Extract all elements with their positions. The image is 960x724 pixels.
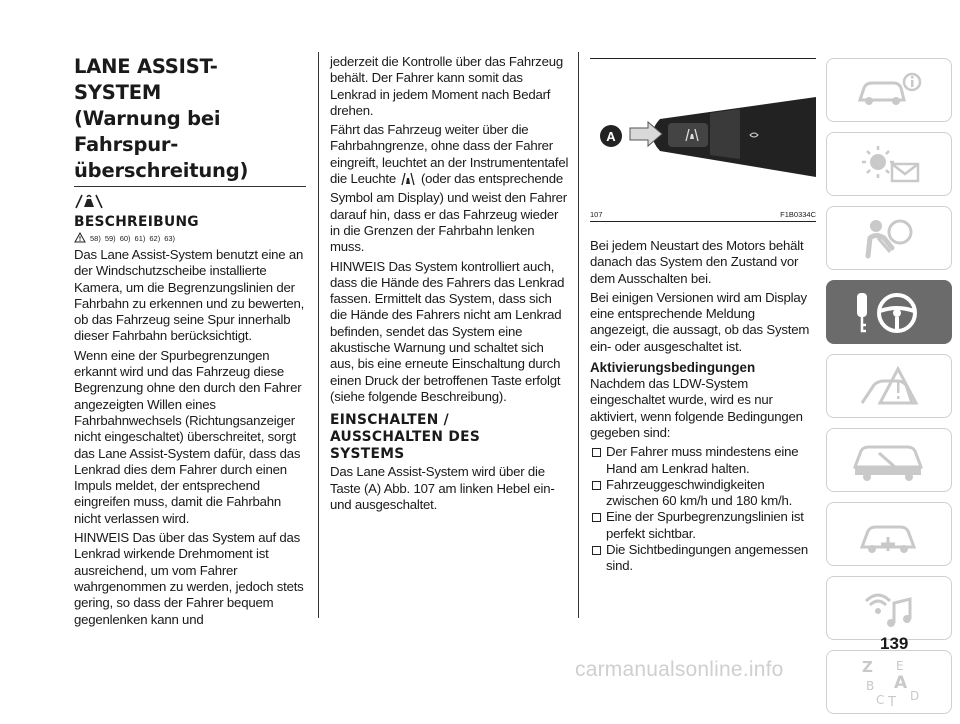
list-item-text: Fahrzeuggeschwindigkeiten zwischen 60 km/h und 180 km/h.	[606, 476, 793, 509]
tab-safety[interactable]	[826, 206, 952, 270]
figure-caption	[590, 210, 816, 222]
tab-technical-data[interactable]	[826, 502, 952, 566]
list-item-text: Die Sichtbedingungen angemessen sind.	[606, 542, 809, 574]
ref: 63)	[164, 234, 176, 243]
svg-text:Z: Z	[862, 658, 873, 676]
section-title-beschreibung: BESCHREIBUNG	[74, 214, 199, 230]
paragraph: jederzeit die Kontrolle über das Fahrzeug behält. Der Fahrer kann somit das Lenkrad in jedem Moment nach Bedarf drehen.	[330, 54, 563, 118]
svg-text:T: T	[888, 695, 896, 708]
paragraph: Das Lane Assist-System benutzt eine an der Windschutzscheibe installierte Kamera, um die Begrenzungslinien der Fahrbahn zu erkennen und zu bewerten, ob das Fahrzeug seine Spur innerhalb dieser Fahrbahn berücksichtigt.	[74, 247, 305, 344]
warning-lights-icon	[854, 142, 924, 186]
lane-assist-symbol-icon	[74, 193, 306, 211]
paragraph: HINWEIS Das System kontrolliert auch, dass die Hände des Fahrers das Lenkrad fassen. Ermittelt das System, dass sich die Hände des Fahrers nicht am Lenkrad befinden, sendet das System eine akustische Warnung und schaltet sich aus, bis eine erneute Einschaltung durch einen Druck der betroffenen Taste erfolgt (siehe folgende Beschreibung).	[330, 258, 565, 404]
figure-code: F1B0334C	[780, 210, 816, 219]
bullet-box-icon	[592, 481, 601, 490]
title-line: Fahrspur-	[74, 133, 179, 156]
chapter-title	[74, 56, 306, 182]
list-item-text: Eine der Spurbegrenzungslinien ist perfekt sichtbar.	[606, 509, 804, 541]
page-number: 139	[880, 634, 909, 653]
index-letters-icon	[854, 656, 924, 708]
list-item	[590, 477, 816, 510]
column-divider	[318, 52, 319, 618]
paragraph: Nachdem das LDW-System eingeschaltet wurde, wird es nur aktiviert, wenn folgende Bedingungen gegeben sind:	[590, 376, 803, 440]
tab-maintenance[interactable]	[826, 428, 952, 492]
key-steering-wheel-icon	[849, 287, 929, 337]
ref: 62)	[149, 234, 161, 243]
list-item	[590, 542, 816, 575]
paragraph: Bei jedem Neustart des Motors behält danach das System den Zustand vor dem Ausschalten bei.	[590, 238, 804, 286]
section-title-line: EINSCHALTEN /	[330, 412, 450, 429]
tab-car-info[interactable]	[826, 58, 952, 122]
svg-text:A: A	[894, 673, 908, 693]
list-item	[590, 509, 816, 542]
watermark: carmanualsonline.info	[575, 658, 784, 681]
bullet-box-icon	[592, 546, 601, 555]
subheading: Aktivierungsbedingungen	[590, 360, 756, 376]
label-a-circle	[600, 125, 622, 147]
lever-illustration	[590, 59, 816, 209]
figure-107	[590, 58, 816, 215]
breakdown-triangle-icon	[854, 363, 924, 409]
left-column	[74, 52, 306, 631]
safety-airbag-icon	[854, 216, 924, 260]
ref: 61)	[134, 234, 146, 243]
ref: 58)	[90, 234, 101, 243]
label-a: A	[606, 128, 616, 144]
section-title-line: SYSTEMS	[330, 446, 405, 463]
warning-references	[74, 232, 306, 245]
svg-text:E: E	[896, 659, 904, 673]
right-column	[590, 238, 816, 575]
title-line: LANE ASSIST-	[74, 55, 218, 78]
lane-warning-lamp-icon	[401, 171, 415, 190]
title-line: (Warnung bei	[74, 107, 221, 130]
paragraph	[330, 122, 570, 255]
svg-text:B: B	[866, 679, 875, 693]
column-divider	[578, 52, 579, 618]
paragraph: HINWEIS Das über das System auf das Lenkrad wirkende Drehmoment ist ausreichend, um vom Fahrer wahrgenommen zu werden, jedoch stets gering, so dass der Fahrer bequem gegenlenken kann und	[74, 530, 304, 627]
warning-triangle-icon	[74, 232, 86, 245]
middle-column	[330, 54, 570, 516]
chapter-tabs	[826, 58, 958, 724]
paragraph-part: (oder das entsprechende Symbol am Display) und weist den Fahrer darauf hin, dass er das Fahrzeug wieder in die Grenzen der Fahrbahn lenken muss.	[330, 171, 567, 255]
figure-number: 107	[590, 210, 603, 219]
paragraph: Das Lane Assist-System wird über die Taste (A) Abb. 107 am linken Hebel ein- und ausgeschaltet.	[330, 464, 555, 512]
title-rule	[74, 186, 306, 187]
section-title-line: AUSSCHALTEN DES	[330, 429, 481, 446]
tab-index[interactable]	[826, 650, 952, 714]
title-line: überschreitung)	[74, 159, 249, 182]
maintenance-car-icon	[849, 437, 929, 483]
tab-emergency[interactable]	[826, 354, 952, 418]
list-item	[590, 444, 816, 477]
list-item-text: Der Fahrer muss mindestens eine Hand am Lenkrad halten.	[606, 444, 799, 476]
paragraph: Wenn eine der Spurbegrenzungen erkannt wird und das Fahrzeug diese Begrenzung ohne den durch den Fahrer angezeigten Willen eines Fahrbahnwechsels (Richtungsanzeiger nicht eingeschaltet) überschreitet, sorgt das Lane Assist-System dafür, dass das Lenkrad dies dem Fahrer durch einen Impuls meldet, der entsprechend eingreifen muss, damit die Fahrbahn nicht verlassen wird.	[74, 347, 302, 526]
multimedia-icon	[854, 585, 924, 631]
ref: 60)	[119, 234, 131, 243]
tab-multimedia[interactable]	[826, 576, 952, 640]
paragraph-part: Fährt das Fahrzeug weiter über die Fahrbahngrenze, ohne dass der Fahrer eingreift, leuchtet an der Instrumententafel die Leuchte	[330, 122, 569, 187]
svg-text:D: D	[910, 689, 920, 703]
bullet-box-icon	[592, 448, 601, 457]
car-info-icon	[854, 70, 924, 110]
tab-starting-driving[interactable]	[826, 280, 952, 344]
svg-text:C: C	[876, 693, 885, 707]
bullet-box-icon	[592, 513, 601, 522]
paragraph: Bei einigen Versionen wird am Display eine entsprechende Meldung angezeigt, die aussagt, ob das System ein- oder ausgeschaltet ist.	[590, 289, 810, 354]
title-line: SYSTEM	[74, 81, 162, 104]
tab-warning-lights[interactable]	[826, 132, 952, 196]
ref: 59)	[104, 234, 116, 243]
technical-data-icon	[854, 511, 924, 557]
